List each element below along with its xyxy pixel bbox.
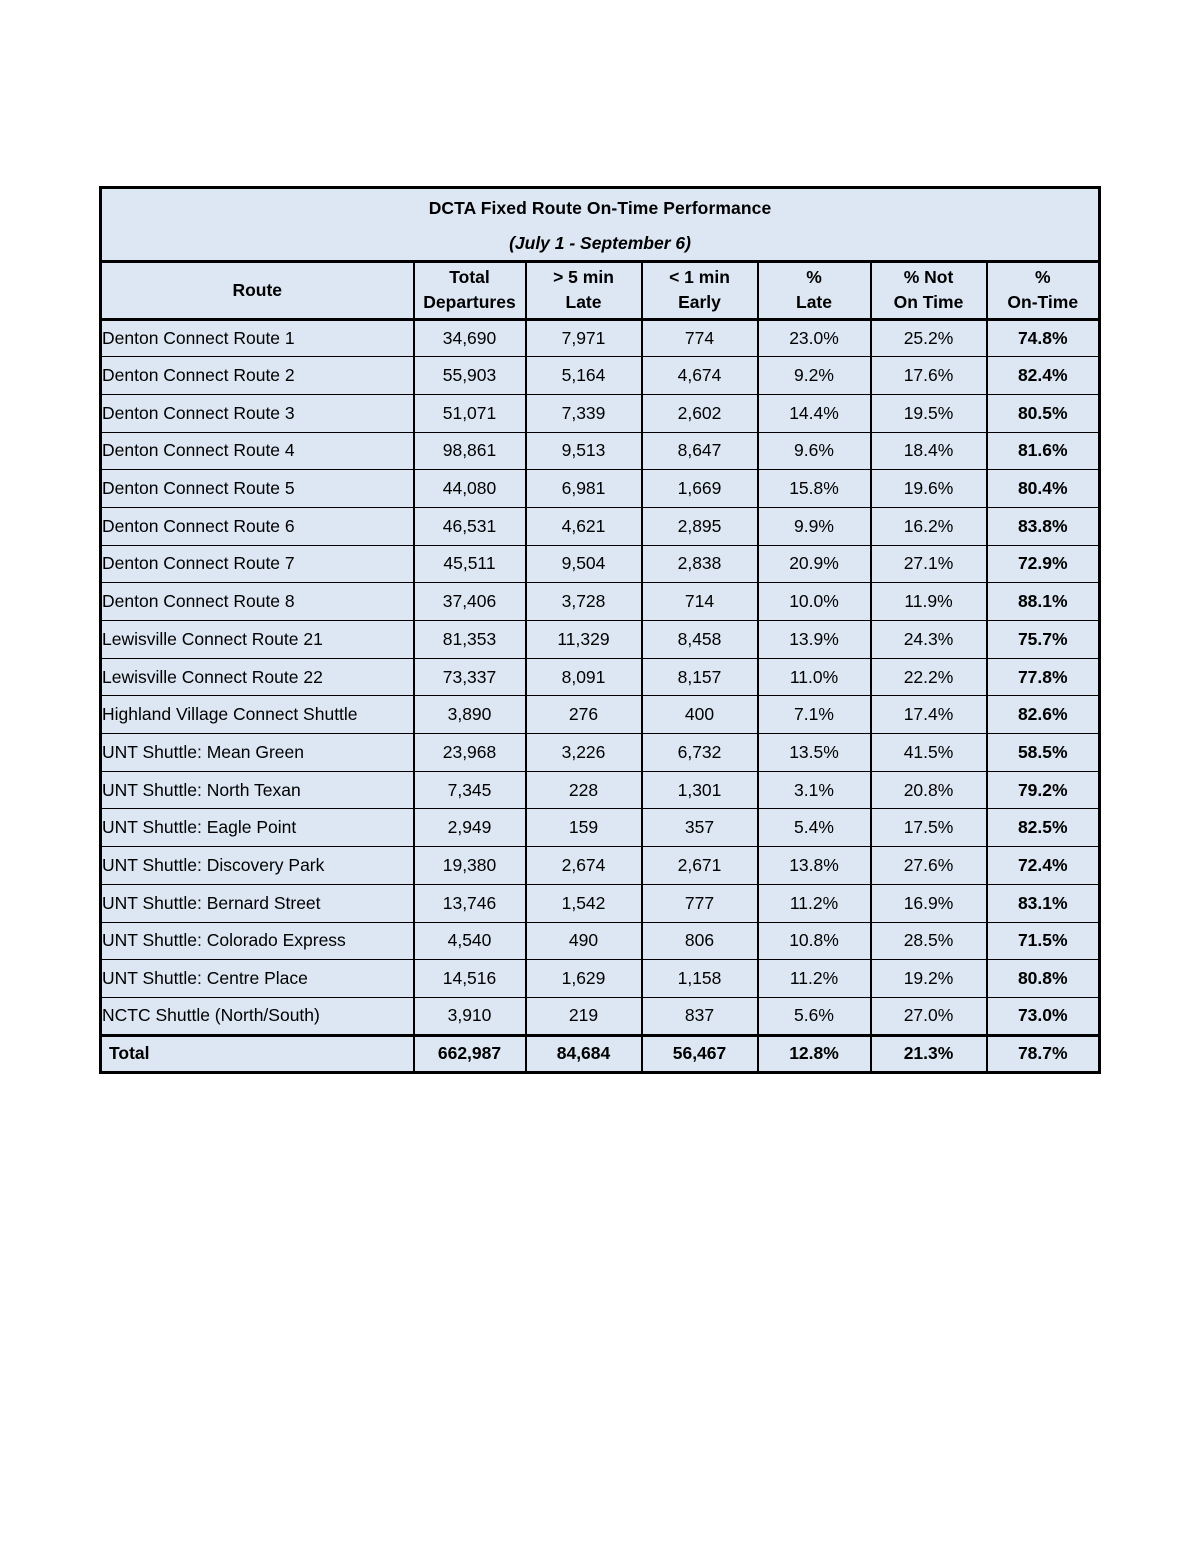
cell-pct-late: 11.2% — [758, 884, 871, 922]
column-header-pct-late — [758, 261, 871, 319]
column-header-late-over-5min — [526, 261, 642, 319]
cell-pct-late: 9.6% — [758, 432, 871, 470]
cell-early-under-1min: 357 — [642, 809, 758, 847]
cell-late-over-5min: 219 — [526, 997, 642, 1035]
cell-pct-late: 11.0% — [758, 658, 871, 696]
column-header-pct-not-on-time-line2: On Time — [893, 292, 964, 312]
total-cell-pct-on-time: 78.7% — [987, 1035, 1100, 1073]
table-row — [101, 394, 1100, 432]
table-row — [101, 583, 1100, 621]
cell-late-over-5min: 159 — [526, 809, 642, 847]
total-cell-total-departures: 662,987 — [414, 1035, 526, 1073]
cell-route: UNT Shuttle: Discovery Park — [101, 847, 414, 885]
cell-total-departures: 44,080 — [414, 470, 526, 508]
cell-late-over-5min: 2,674 — [526, 847, 642, 885]
cell-route: Denton Connect Route 7 — [101, 545, 414, 583]
cell-pct-not-on-time: 20.8% — [871, 771, 987, 809]
cell-pct-on-time: 83.8% — [987, 507, 1100, 545]
column-header-pct-late-line1: % — [806, 267, 822, 287]
cell-route: Denton Connect Route 8 — [101, 583, 414, 621]
cell-pct-on-time: 79.2% — [987, 771, 1100, 809]
cell-early-under-1min: 400 — [642, 696, 758, 734]
cell-total-departures: 45,511 — [414, 545, 526, 583]
total-cell-pct-late: 12.8% — [758, 1035, 871, 1073]
column-header-row — [101, 261, 1100, 319]
cell-total-departures: 19,380 — [414, 847, 526, 885]
cell-total-departures: 55,903 — [414, 357, 526, 395]
cell-total-departures: 51,071 — [414, 394, 526, 432]
cell-pct-on-time: 72.9% — [987, 545, 1100, 583]
table-row — [101, 319, 1100, 357]
column-header-early-line1: < 1 min — [669, 267, 730, 287]
column-header-pct-on-time-line2: On-Time — [1007, 292, 1079, 312]
table-row — [101, 545, 1100, 583]
cell-route: UNT Shuttle: Colorado Express — [101, 922, 414, 960]
column-header-total-departures-line2: Departures — [423, 292, 516, 312]
cell-pct-late: 13.8% — [758, 847, 871, 885]
cell-pct-not-on-time: 11.9% — [871, 583, 987, 621]
cell-route: UNT Shuttle: Bernard Street — [101, 884, 414, 922]
cell-route: Denton Connect Route 3 — [101, 394, 414, 432]
cell-pct-not-on-time: 17.5% — [871, 809, 987, 847]
cell-pct-late: 5.6% — [758, 997, 871, 1035]
column-header-total-departures — [414, 261, 526, 319]
cell-late-over-5min: 6,981 — [526, 470, 642, 508]
cell-pct-late: 10.8% — [758, 922, 871, 960]
column-header-pct-late-line2: Late — [796, 292, 832, 312]
column-header-late-line1: > 5 min — [553, 267, 614, 287]
cell-pct-on-time: 82.5% — [987, 809, 1100, 847]
cell-pct-not-on-time: 28.5% — [871, 922, 987, 960]
cell-total-departures: 3,890 — [414, 696, 526, 734]
cell-pct-not-on-time: 25.2% — [871, 319, 987, 357]
cell-late-over-5min: 3,226 — [526, 734, 642, 772]
cell-pct-on-time: 83.1% — [987, 884, 1100, 922]
table-title: DCTA Fixed Route On-Time Performance — [101, 188, 1100, 228]
cell-pct-on-time: 81.6% — [987, 432, 1100, 470]
cell-late-over-5min: 8,091 — [526, 658, 642, 696]
cell-pct-on-time: 80.4% — [987, 470, 1100, 508]
cell-early-under-1min: 4,674 — [642, 357, 758, 395]
cell-pct-on-time: 82.6% — [987, 696, 1100, 734]
subtitle-row — [101, 227, 1100, 261]
cell-route: Lewisville Connect Route 22 — [101, 658, 414, 696]
cell-pct-late: 10.0% — [758, 583, 871, 621]
cell-pct-not-on-time: 16.2% — [871, 507, 987, 545]
cell-early-under-1min: 777 — [642, 884, 758, 922]
cell-pct-on-time: 71.5% — [987, 922, 1100, 960]
cell-late-over-5min: 9,504 — [526, 545, 642, 583]
total-cell-route: Total — [101, 1035, 414, 1073]
cell-early-under-1min: 1,669 — [642, 470, 758, 508]
cell-total-departures: 2,949 — [414, 809, 526, 847]
cell-pct-late: 3.1% — [758, 771, 871, 809]
table-row — [101, 507, 1100, 545]
cell-pct-not-on-time: 18.4% — [871, 432, 987, 470]
column-header-total-departures-line1: Total — [449, 267, 490, 287]
cell-route: Denton Connect Route 5 — [101, 470, 414, 508]
column-header-early-under-1min — [642, 261, 758, 319]
cell-late-over-5min: 4,621 — [526, 507, 642, 545]
title-row — [101, 188, 1100, 228]
cell-pct-on-time: 80.8% — [987, 960, 1100, 998]
table-row — [101, 357, 1100, 395]
cell-pct-on-time: 74.8% — [987, 319, 1100, 357]
cell-early-under-1min: 2,895 — [642, 507, 758, 545]
cell-pct-late: 5.4% — [758, 809, 871, 847]
cell-pct-on-time: 72.4% — [987, 847, 1100, 885]
table-row — [101, 734, 1100, 772]
cell-route: UNT Shuttle: Eagle Point — [101, 809, 414, 847]
cell-pct-on-time: 80.5% — [987, 394, 1100, 432]
cell-route: UNT Shuttle: Centre Place — [101, 960, 414, 998]
table-row — [101, 432, 1100, 470]
cell-early-under-1min: 8,458 — [642, 621, 758, 659]
column-header-pct-not-on-time — [871, 261, 987, 319]
cell-pct-on-time: 77.8% — [987, 658, 1100, 696]
cell-total-departures: 37,406 — [414, 583, 526, 621]
column-header-pct-on-time-line1: % — [1034, 267, 1051, 287]
table-subtitle: (July 1 - September 6) — [101, 227, 1100, 261]
cell-route: Lewisville Connect Route 21 — [101, 621, 414, 659]
cell-pct-late: 15.8% — [758, 470, 871, 508]
cell-late-over-5min: 3,728 — [526, 583, 642, 621]
table-total-row — [101, 1035, 1100, 1073]
column-header-late-line2: Late — [565, 292, 602, 312]
cell-pct-late: 14.4% — [758, 394, 871, 432]
cell-pct-not-on-time: 17.6% — [871, 357, 987, 395]
cell-pct-not-on-time: 24.3% — [871, 621, 987, 659]
cell-route: UNT Shuttle: Mean Green — [101, 734, 414, 772]
cell-pct-late: 11.2% — [758, 960, 871, 998]
cell-route: Denton Connect Route 4 — [101, 432, 414, 470]
cell-late-over-5min: 228 — [526, 771, 642, 809]
cell-early-under-1min: 774 — [642, 319, 758, 357]
cell-pct-not-on-time: 41.5% — [871, 734, 987, 772]
cell-total-departures: 4,540 — [414, 922, 526, 960]
cell-late-over-5min: 7,339 — [526, 394, 642, 432]
cell-route: Highland Village Connect Shuttle — [101, 696, 414, 734]
table-header — [101, 188, 1100, 320]
cell-pct-late: 9.9% — [758, 507, 871, 545]
cell-early-under-1min: 1,158 — [642, 960, 758, 998]
cell-pct-not-on-time: 16.9% — [871, 884, 987, 922]
cell-pct-not-on-time: 19.2% — [871, 960, 987, 998]
cell-pct-late: 7.1% — [758, 696, 871, 734]
cell-pct-not-on-time: 19.5% — [871, 394, 987, 432]
cell-total-departures: 81,353 — [414, 621, 526, 659]
cell-late-over-5min: 276 — [526, 696, 642, 734]
cell-pct-not-on-time: 27.1% — [871, 545, 987, 583]
column-header-pct-on-time — [987, 261, 1100, 319]
cell-total-departures: 46,531 — [414, 507, 526, 545]
cell-early-under-1min: 714 — [642, 583, 758, 621]
cell-late-over-5min: 11,329 — [526, 621, 642, 659]
cell-total-departures: 23,968 — [414, 734, 526, 772]
table-row — [101, 922, 1100, 960]
cell-total-departures: 98,861 — [414, 432, 526, 470]
cell-early-under-1min: 1,301 — [642, 771, 758, 809]
cell-late-over-5min: 1,629 — [526, 960, 642, 998]
cell-pct-on-time: 75.7% — [987, 621, 1100, 659]
cell-pct-late: 9.2% — [758, 357, 871, 395]
column-header-pct-not-on-time-line1: % Not — [903, 267, 954, 287]
table-row — [101, 470, 1100, 508]
cell-early-under-1min: 2,671 — [642, 847, 758, 885]
cell-total-departures: 3,910 — [414, 997, 526, 1035]
table-row — [101, 884, 1100, 922]
cell-total-departures: 34,690 — [414, 319, 526, 357]
cell-pct-on-time: 82.4% — [987, 357, 1100, 395]
cell-pct-not-on-time: 27.0% — [871, 997, 987, 1035]
cell-pct-on-time: 73.0% — [987, 997, 1100, 1035]
cell-early-under-1min: 8,647 — [642, 432, 758, 470]
table-row — [101, 997, 1100, 1035]
cell-pct-on-time: 88.1% — [987, 583, 1100, 621]
cell-late-over-5min: 9,513 — [526, 432, 642, 470]
cell-late-over-5min: 5,164 — [526, 357, 642, 395]
cell-pct-late: 13.9% — [758, 621, 871, 659]
cell-route: UNT Shuttle: North Texan — [101, 771, 414, 809]
cell-total-departures: 73,337 — [414, 658, 526, 696]
table-row — [101, 696, 1100, 734]
performance-table-container — [99, 186, 1098, 1074]
table-row — [101, 771, 1100, 809]
cell-route: Denton Connect Route 2 — [101, 357, 414, 395]
total-cell-pct-not-on-time: 21.3% — [871, 1035, 987, 1073]
cell-total-departures: 13,746 — [414, 884, 526, 922]
total-cell-late-over-5min: 84,684 — [526, 1035, 642, 1073]
cell-total-departures: 14,516 — [414, 960, 526, 998]
cell-route: Denton Connect Route 6 — [101, 507, 414, 545]
cell-early-under-1min: 6,732 — [642, 734, 758, 772]
cell-pct-late: 23.0% — [758, 319, 871, 357]
column-header-early-line2: Early — [678, 292, 721, 312]
cell-total-departures: 7,345 — [414, 771, 526, 809]
cell-pct-late: 20.9% — [758, 545, 871, 583]
cell-pct-not-on-time: 22.2% — [871, 658, 987, 696]
cell-early-under-1min: 2,602 — [642, 394, 758, 432]
cell-pct-not-on-time: 19.6% — [871, 470, 987, 508]
total-cell-early-under-1min: 56,467 — [642, 1035, 758, 1073]
cell-pct-late: 13.5% — [758, 734, 871, 772]
cell-route: NCTC Shuttle (North/South) — [101, 997, 414, 1035]
table-row — [101, 621, 1100, 659]
table-row — [101, 847, 1100, 885]
fixed-route-on-time-performance-table — [99, 186, 1101, 1074]
cell-route: Denton Connect Route 1 — [101, 319, 414, 357]
table-row — [101, 960, 1100, 998]
cell-early-under-1min: 2,838 — [642, 545, 758, 583]
cell-late-over-5min: 490 — [526, 922, 642, 960]
cell-early-under-1min: 806 — [642, 922, 758, 960]
cell-pct-on-time: 58.5% — [987, 734, 1100, 772]
column-header-route: Route — [101, 261, 414, 319]
cell-late-over-5min: 7,971 — [526, 319, 642, 357]
cell-pct-not-on-time: 27.6% — [871, 847, 987, 885]
table-body — [101, 319, 1100, 1073]
table-row — [101, 809, 1100, 847]
cell-pct-not-on-time: 17.4% — [871, 696, 987, 734]
cell-late-over-5min: 1,542 — [526, 884, 642, 922]
cell-early-under-1min: 837 — [642, 997, 758, 1035]
table-row — [101, 658, 1100, 696]
cell-early-under-1min: 8,157 — [642, 658, 758, 696]
